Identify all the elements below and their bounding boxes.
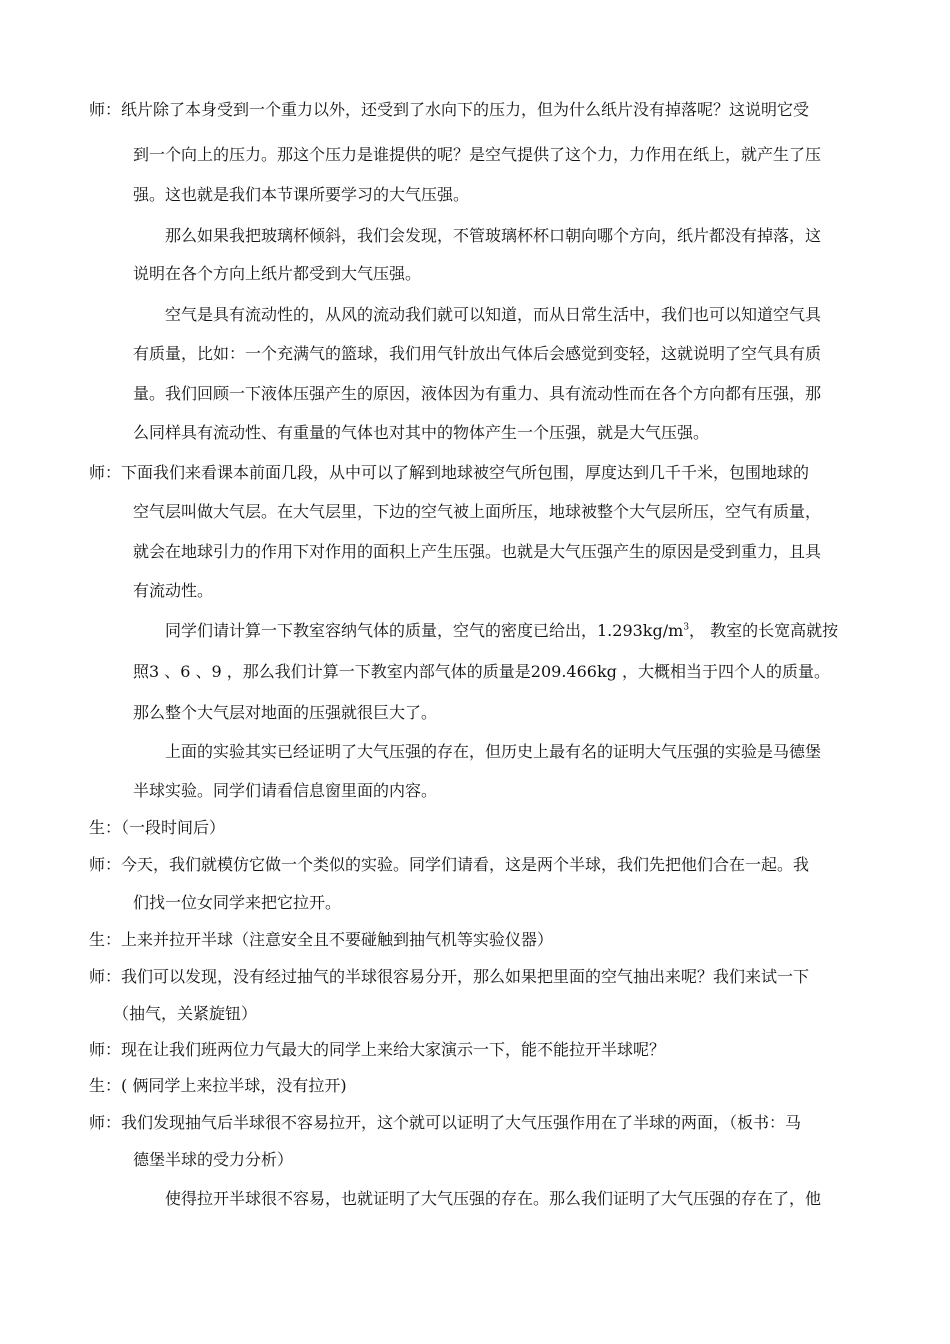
text-line: 有流动性。 — [133, 581, 214, 600]
text-line: 师：纸片除了本身受到一个重力以外，还受到了水向下的压力，但为什么纸片没有掉落呢？这说明它受 — [89, 100, 810, 119]
text-line: 强。这也就是我们本节课所要学习的大气压强。 — [133, 185, 470, 204]
text-line: 空气层叫做大气层。在大气层里，下边的空气被上面所压，地球被整个大气层所压，空气有质量， — [133, 502, 822, 521]
text-line: 德堡半球的受力分析） — [133, 1150, 294, 1169]
text-line: 半球实验。同学们请看信息窗里面的内容。 — [133, 781, 438, 800]
text-line: 就会在地球引力的作用下对作用的面积上产生压强。也就是大气压强产生的原因是受到重力，且具 — [133, 542, 822, 561]
text-line: 照3 、6 、9 ，那么我们计算一下教室内部气体的质量是209.466kg ，大概相当于四个人的质量。 — [133, 662, 830, 681]
text-line: 师：我们可以发现，没有经过抽气的半球很容易分开，那么如果把里面的空气抽出来呢？我们来试一下 — [89, 967, 810, 986]
text-line: 那么整个大气层对地面的压强就很巨大了。 — [133, 703, 438, 722]
text-line: 师：今天，我们就模仿它做一个类似的实验。同学们请看，这是两个半球，我们先把他们合在一起。我 — [89, 855, 810, 874]
text-line: 使得拉开半球很不容易，也就证明了大气压强的存在。那么我们证明了大气压强的存在了，他 — [165, 1189, 822, 1208]
text-line: 师：我们发现抽气后半球很不容易拉开，这个就可以证明了大气压强作用在了半球的两面，（板书：马 — [89, 1113, 802, 1132]
text-line: 有质量，比如：一个充满气的篮球，我们用气针放出气体后会感觉到变轻，这就说明了空气具有质 — [133, 344, 822, 363]
text-line: 们找一位女同学来把它拉开。 — [133, 893, 342, 912]
text-line: 么同样具有流动性、有重量的气体也对其中的物体产生一个压强，就是大气压强。 — [133, 423, 710, 442]
text-line: （抽气，关紧旋钮） — [113, 1004, 258, 1023]
text-line: 说明在各个方向上纸片都受到大气压强。 — [133, 264, 422, 283]
text-line — [165, 621, 838, 641]
text-line: 那么如果我把玻璃杯倾斜，我们会发现，不管玻璃杯杯口朝向哪个方向，纸片都没有掉落，这 — [165, 226, 822, 245]
text-run: ， 教室的长宽高就按 — [689, 621, 839, 640]
superscript: 3 — [683, 622, 690, 633]
text-line: 生：上来并拉开半球（注意安全且不要碰触到抽气机等实验仪器） — [89, 930, 554, 949]
text-line: 空气是具有流动性的，从风的流动我们就可以知道，而从日常生活中，我们也可以知道空气具 — [165, 305, 822, 324]
text-line: 生：( 俩同学上来拉半球，没有拉开) — [89, 1076, 347, 1095]
text-line: 上面的实验其实已经证明了大气压强的存在，但历史上最有名的证明大气压强的实验是马德堡 — [165, 742, 822, 761]
text-line: 师：现在让我们班两位力气最大的同学上来给大家演示一下，能不能拉开半球呢？ — [89, 1040, 666, 1059]
text-line: 师：下面我们来看课本前面几段，从中可以了解到地球被空气所包围，厚度达到几千千米，包围地球的 — [89, 463, 810, 482]
text-line: 到一个向上的压力。那这个压力是谁提供的呢？是空气提供了这个力，力作用在纸上，就产生了压 — [133, 145, 822, 164]
text-line: 生：（一段时间后） — [89, 818, 226, 837]
text-run: 同学们请计算一下教室容纳气体的质量，空气的密度已给出，1.293kg/m — [165, 621, 684, 640]
text-line: 量。我们回顾一下液体压强产生的原因，液体因为有重力、具有流动性而在各个方向都有压强，那 — [133, 384, 822, 403]
